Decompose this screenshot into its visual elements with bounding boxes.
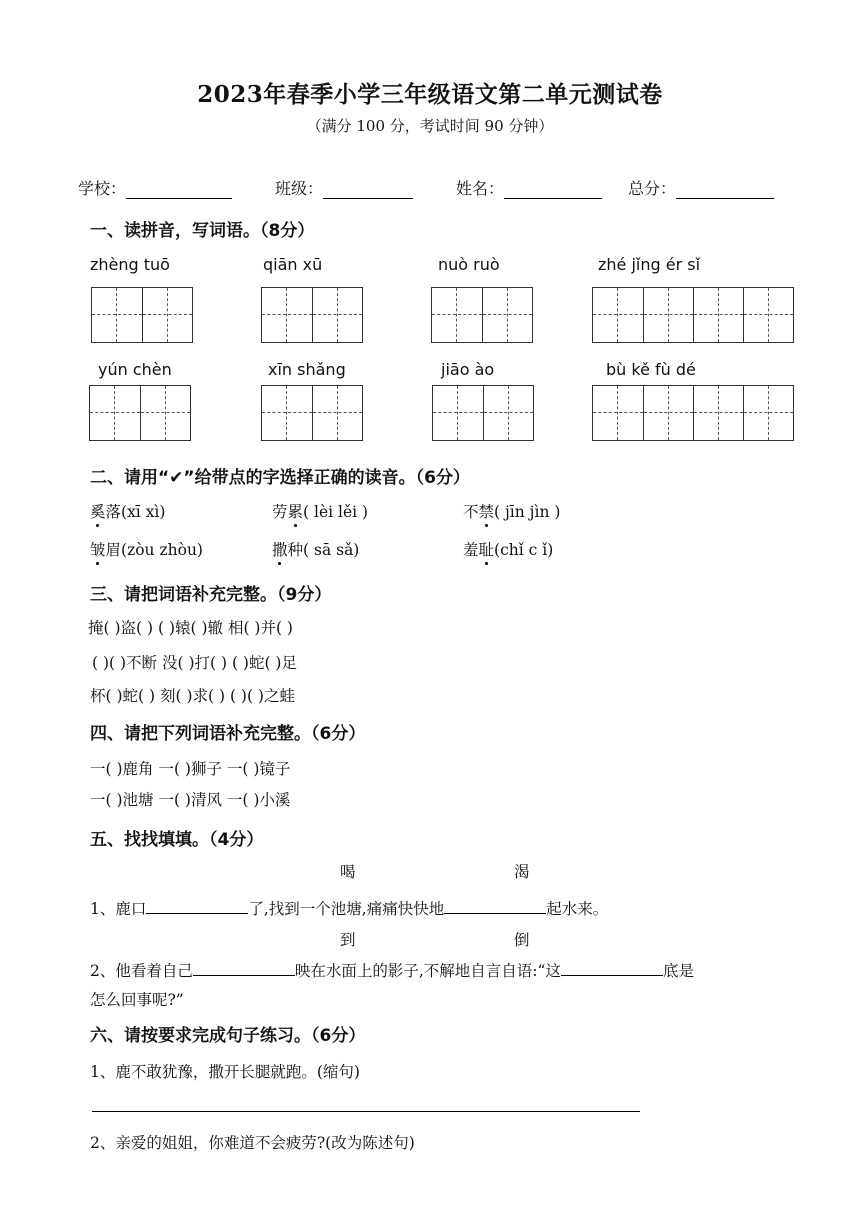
fill-sentence-2-continued: 怎么回事呢?” xyxy=(90,991,184,1009)
question-2: 2、亲爱的姐姐，你难道不会疲劳?(改为陈述句) xyxy=(90,1134,415,1152)
dotted-character: 累 xyxy=(288,500,304,522)
class-label: 班级： xyxy=(275,179,324,198)
idiom-row[interactable]: ( )( )不断 没( )打( ) ( )蛇( )足 xyxy=(92,654,297,672)
pinyin-label: yún chèn xyxy=(98,360,172,379)
school-label: 学校： xyxy=(78,179,127,198)
answer-blank[interactable] xyxy=(193,959,295,976)
section6-heading: 六、请按要求完成句子练习。（6分） xyxy=(90,1026,366,1046)
grid-cell[interactable] xyxy=(312,288,362,342)
grid-cell[interactable] xyxy=(262,288,312,342)
dotted-character: 皱 xyxy=(90,538,106,560)
pinyin-label: bù kě fù dé xyxy=(606,360,696,379)
section3-heading: 三、请把词语补充完整。（9分） xyxy=(90,585,332,605)
answer-blank[interactable] xyxy=(561,959,663,976)
pronunciation-item[interactable]: 撒种( sā sǎ) xyxy=(272,538,359,560)
grid-cell[interactable] xyxy=(643,288,693,342)
tianzige-grid[interactable] xyxy=(91,287,193,343)
pinyin-label: zhé jǐng ér sǐ xyxy=(598,255,701,274)
answer-blank[interactable] xyxy=(444,897,546,914)
pronunciation-item[interactable]: 不禁( jīn jìn ) xyxy=(463,500,560,522)
tianzige-grid[interactable] xyxy=(261,287,363,343)
question-1: 1、鹿不敢犹豫，撒开长腿就跑。(缩句) xyxy=(90,1063,360,1081)
word-choice: 到 xyxy=(340,931,356,949)
page-title: 2023年春季小学三年级语文第二单元测试卷 xyxy=(197,81,663,108)
pinyin-label: jiāo ào xyxy=(441,360,495,379)
name-label: 姓名： xyxy=(456,179,505,198)
pinyin-label: zhèng tuō xyxy=(90,255,170,274)
grid-cell[interactable] xyxy=(693,386,743,440)
measure-word-row[interactable]: 一( )池塘 一( )清风 一( )小溪 xyxy=(90,791,291,809)
grid-cell[interactable] xyxy=(693,288,743,342)
grid-cell[interactable] xyxy=(142,288,192,342)
fill-sentence-2: 2、他看着自己 映在水面上的影子,不解地自言自语:“这 底是 xyxy=(90,959,694,981)
pronunciation-item[interactable]: 皱眉(zòu zhòu) xyxy=(90,538,203,560)
dotted-character: 撒 xyxy=(272,538,288,560)
tianzige-grid[interactable] xyxy=(432,385,534,441)
grid-cell[interactable] xyxy=(482,288,532,342)
pronunciation-item[interactable]: 羞耻(chǐ c ǐ) xyxy=(463,538,553,560)
section1-heading: 一、读拼音，写词语。（8分） xyxy=(90,221,315,241)
idiom-row[interactable]: 杯( )蛇( ) 刻( )求( ) ( )( )之蛙 xyxy=(90,687,295,705)
pronunciation-item[interactable]: 劳累( lèi lěi ) xyxy=(272,500,368,522)
tianzige-grid[interactable] xyxy=(261,385,363,441)
grid-cell[interactable] xyxy=(743,386,793,440)
idiom-row[interactable]: 掩( )盗( ) ( )辕( )辙 相( )并( ) xyxy=(88,619,293,637)
fill-sentence-1: 1、鹿口 了,找到一个池塘,痛痛快快地 起水来。 xyxy=(90,897,608,919)
answer-line[interactable] xyxy=(92,1111,640,1112)
dotted-character: 耻 xyxy=(479,538,495,560)
school-field[interactable] xyxy=(78,176,232,199)
section5-heading: 五、找找填填。（4分） xyxy=(90,830,264,850)
tianzige-grid[interactable] xyxy=(431,287,533,343)
pinyin-label: xīn shǎng xyxy=(268,360,346,379)
word-choice: 倒 xyxy=(514,931,530,949)
total-score-label: 总分： xyxy=(628,179,677,198)
grid-cell[interactable] xyxy=(432,288,482,342)
grid-cell[interactable] xyxy=(90,386,140,440)
tianzige-grid[interactable] xyxy=(592,287,794,343)
tianzige-grid[interactable] xyxy=(592,385,794,441)
section2-heading: 二、请用“✔”给带点的字选择正确的读音。（6分） xyxy=(90,468,470,488)
answer-blank[interactable] xyxy=(146,897,248,914)
class-field[interactable] xyxy=(275,176,413,199)
word-choice: 喝 xyxy=(340,863,356,881)
pinyin-label: qiān xū xyxy=(263,255,323,274)
grid-cell[interactable] xyxy=(743,288,793,342)
grid-cell[interactable] xyxy=(593,386,643,440)
tianzige-grid[interactable] xyxy=(89,385,191,441)
grid-cell[interactable] xyxy=(262,386,312,440)
grid-cell[interactable] xyxy=(312,386,362,440)
grid-cell[interactable] xyxy=(140,386,190,440)
total-score-field[interactable] xyxy=(628,176,774,199)
grid-cell[interactable] xyxy=(433,386,483,440)
grid-cell[interactable] xyxy=(483,386,533,440)
section4-heading: 四、请把下列词语补充完整。（6分） xyxy=(90,724,366,744)
grid-cell[interactable] xyxy=(593,288,643,342)
dotted-character: 奚 xyxy=(90,500,106,522)
measure-word-row[interactable]: 一( )鹿角 一( )狮子 一( )镜子 xyxy=(90,760,291,778)
pinyin-label: nuò ruò xyxy=(438,255,500,274)
dotted-character: 禁 xyxy=(479,500,495,522)
grid-cell[interactable] xyxy=(92,288,142,342)
grid-cell[interactable] xyxy=(643,386,693,440)
name-field[interactable] xyxy=(456,176,602,199)
page-subtitle: （满分 100 分，考试时间 90 分钟） xyxy=(306,117,554,135)
word-choice: 渴 xyxy=(514,863,530,881)
pronunciation-item[interactable]: 奚落(xī xì) xyxy=(90,500,165,522)
